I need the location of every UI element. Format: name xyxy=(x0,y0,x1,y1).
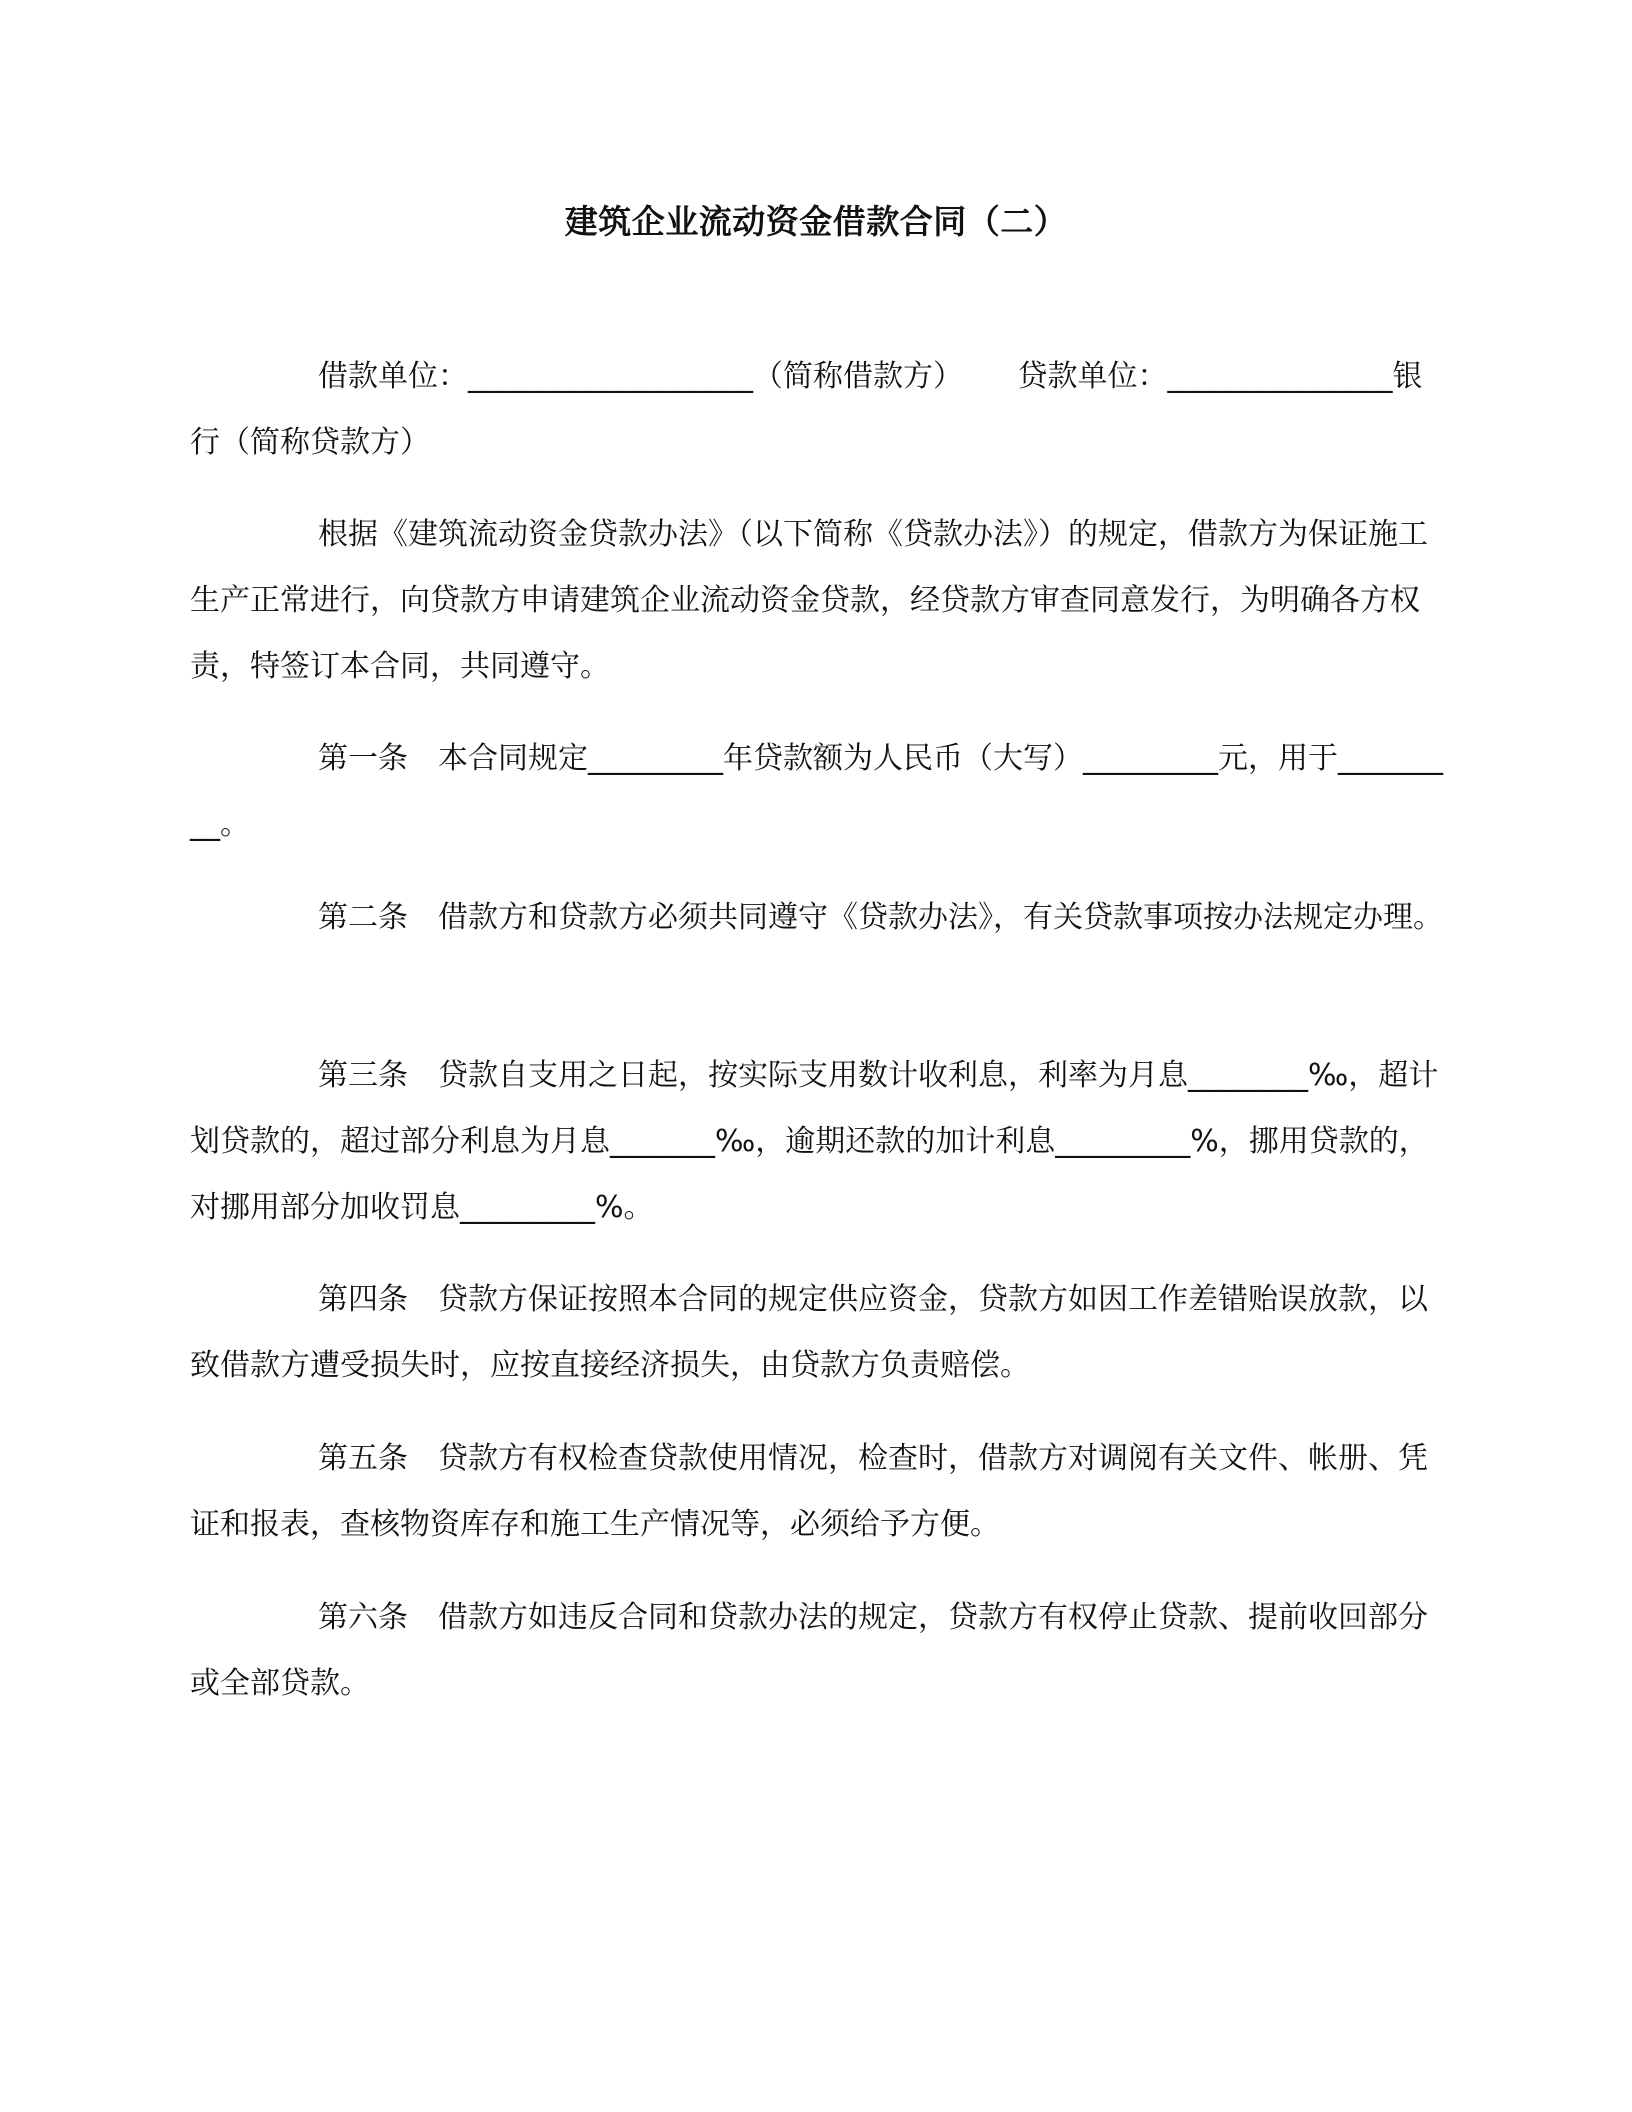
article-6: 第六条 借款方如违反合同和贷款办法的规定，贷款方有权停止贷款、提前收回部分或全部贷款。 xyxy=(190,1600,1428,1701)
article-1: 第一条 本合同规定_________年贷款额为人民币（大写）_________元，用于_________。 xyxy=(190,741,1443,842)
article-3: 第三条 贷款自支用之日起，按实际支用数计收利息，利率为月息________‰，超计划贷款的，超过部分利息为月息_______‰，逾期还款的加计利息_________%，挪用贷款的，对挪用部分加收罚息_________%。 xyxy=(190,1058,1439,1225)
article-5: 第五条 贷款方有权检查贷款使用情况，检查时，借款方对调阅有关文件、帐册、凭证和报表，查核物资库存和施工生产情况等，必须给予方便。 xyxy=(190,1441,1428,1542)
parties-paragraph: 借款单位：___________________（简称借款方） 贷款单位：_______________银行（简称贷款方） xyxy=(190,359,1423,460)
article-4: 第四条 贷款方保证按照本合同的规定供应资金，贷款方如因工作差错贻误放款，以致借款方遭受损失时，应按直接经济损失，由贷款方负责赔偿。 xyxy=(190,1282,1428,1383)
article-2: 第二条 借款方和贷款方必须共同遵守《贷款办法》，有关贷款事项按办法规定办理。 xyxy=(318,900,1443,935)
document-title: 建筑企业流动资金借款合同（二） xyxy=(564,202,1068,241)
intro-paragraph: 根据《建筑流动资金贷款办法》（以下简称《贷款办法》）的规定，借款方为保证施工生产正常进行，向贷款方申请建筑企业流动资金贷款，经贷款方审查同意发行，为明确各方权责，特签订本合同，共同遵守。 xyxy=(190,517,1428,684)
